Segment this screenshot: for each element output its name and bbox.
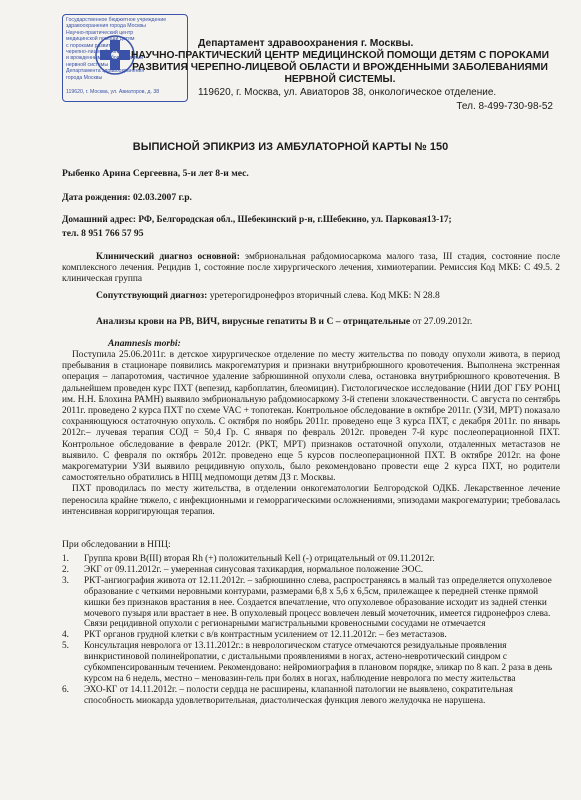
list-item xyxy=(62,685,560,707)
list-item-number: 1. xyxy=(62,554,69,564)
anamnesis-label: Anamnesis morbi: xyxy=(108,338,181,349)
exam-list xyxy=(62,554,560,707)
header-center-name: НАУЧНО-ПРАКТИЧЕСКИЙ ЦЕНТР МЕДИЦИНСКОЙ ПОМОЩИ ДЕТЯМ С ПОРОКАМИ РАЗВИТИЯ ЧЕРЕПНО-ЛИЦЕВОЙ ОБЛАСТИ И ВРОЖДЕННЫМИ ЗАБОЛЕВАНИЯМИ НЕРВНОЙ СИСТЕМЫ. xyxy=(131,50,549,85)
list-item-text: РКТ органов грудной клетки с в/в контрастным усилением от 12.11.2012г. – без метастазов. xyxy=(84,630,447,641)
concomitant-diagnosis-text: уретерогидронефроз вторичный слева. Код МКБ: N 28.8 xyxy=(207,290,440,301)
list-item xyxy=(62,630,560,641)
list-item-number: 2. xyxy=(62,564,69,575)
header-address: 119620, г. Москва, ул. Авиаторов 38, онкологическое отделение. xyxy=(198,87,497,98)
analyses-result xyxy=(96,316,472,327)
stamp-line: нервной системы xyxy=(66,61,109,68)
list-item-text: РКТ-ангиография живота от 12.11.2012г. – забрюшинно слева, распространяясь в малый таз определяется опухолевое образование с четкими неровными контурами, размерами 6,8 х 5,6 х 6,5см, прилежащее к передней стенке прямой кишки без признаков врастания в нее. Создается впечатление, что опухолевое образование исходит из задней стенки мочевого пузыря или врастает в нее. В опухолевый процесс вовлечен левый мочеточник, имеется гидронефроз слева. Связи рецидивной опухоли с регионарными магистральными кровеносными сосудами не отмечается xyxy=(84,575,552,630)
list-item-number: 6. xyxy=(62,684,69,695)
list-item-number: 5. xyxy=(62,641,69,652)
stamp-line: и врожденными заболеваниями xyxy=(66,55,144,62)
list-item-number: 3. xyxy=(62,575,69,586)
institution-stamp xyxy=(62,14,188,102)
patient-dob: Дата рождения: 02.03.2007 г.р. xyxy=(62,192,192,203)
list-item-text: ЭХО-КГ от 14.11.2012г. – полости сердца не расширены, клапанной патологии не выявлено, сократительная способность миокарда удовлетворительная, диастолическая функция левого желудочка не нарушена. xyxy=(84,684,513,706)
list-item xyxy=(62,554,560,565)
list-item-text: Группа крови В(III) вторая Rh (+) положительный Kell (-) отрицательный от 09.11.2012г. xyxy=(84,554,435,564)
stamp-line: города Москвы xyxy=(66,74,103,81)
anamnesis-text xyxy=(62,350,560,518)
stamp-line: здравоохранения города Москвы xyxy=(66,23,146,30)
stamp-line: медицинской помощи детям xyxy=(66,36,135,43)
clinical-diagnosis-text: эмбриональная рабдомиосаркома малого таза, III стадия, состояние после комплексного лечения. Рецидив 1, состояние после хирургического лечения, химиотерапии. Ремиссия Код МКБ: С 49.5. 2 клиническая группа xyxy=(62,252,560,285)
stamp-address: 119620, г. Москва, ул. Авиаторов, д. 38 xyxy=(66,89,160,95)
patient-phone: тел. 8 951 766 57 95 xyxy=(62,228,144,239)
stamp-line: Департамента здравоохранения xyxy=(66,68,145,75)
document-title: ВЫПИСНОЙ ЭПИКРИЗ ИЗ АМБУЛАТОРНОЙ КАРТЫ № 150 xyxy=(132,141,449,153)
patient-address: Домашний адрес: РФ, Белгородская обл., Шебекинский р-н, г.Шебекино, ул. Парковая13-17; xyxy=(62,215,452,225)
stamp-line: Научно-практический центр xyxy=(66,29,134,36)
header-department: Департамент здравоохранения г. Москвы. xyxy=(198,38,414,49)
list-item xyxy=(62,565,560,576)
list-item-text: ЭКГ от 09.11.2012г. – умеренная синусовая тахикардия, нормальное положение ЭОС. xyxy=(84,564,424,575)
analyses-label: Анализы крови на РВ, ВИЧ, вирусные гепатиты В и С – отрицательные xyxy=(96,316,411,327)
anamnesis-paragraph: ПХТ проводилась по месту жительства, в отделении онкогематологии Белгородской ОДКБ. Лекарственное лечение переносила крайне тяжело, с инфекционными и геморрагическими осложнениями, эпизодами макрогематурии; требовалась интенсивная корригирующая терапия. xyxy=(62,484,560,517)
exam-label: При обследовании в НПЦ: xyxy=(62,539,171,550)
clinical-diagnosis xyxy=(62,252,560,286)
stamp-line: Государственное бюджетное учреждение xyxy=(66,17,167,23)
concomitant-diagnosis xyxy=(96,290,440,301)
list-item xyxy=(62,576,560,631)
patient-name: Рыбенко Арина Сергеевна, 5-и лет 8-и мес. xyxy=(62,168,249,179)
list-item xyxy=(62,641,560,685)
anamnesis-paragraph: Поступила 25.06.2011г. в детское хирургическое отделение по месту жительства по поводу опухоли живота, в период пребывания в стационаре появились макрогематурия и признаки внутрибрюшного кровотечения. Выполнена экстренная операция – лапаротомия, частичное удаление забрюшинной опухоли слева, остановка внутрибрюшного кровотечения. В дальнейшем проведен курс ПХТ (вепезид, карбоплатин, блеомицин). Гистологическое исследование (НИИ ДОГ ГБУ РОНЦ им. Н.Н. Блохина РАМН) выявило эмбриональную рабдомиосаркому 3-й степени злокачественности. С августа по сентябрь 2011г. проведено 2 курса ПХТ по схеме VAC + топотекан. Контрольное обследование в октябре 2011г. (УЗИ, МРТ) показало сохраняющуюся остаточную опухоль. С октября по ноябрь 2011г. проведено еще 3 курса ПХТ, с декабря 2011г. по январь 2012г.– лучевая терапия СОД = 50,4 Гр. С января по февраль 2012г. проведен 7-й курс послеоперационной ПХТ. Контрольное обследование в феврале 2012г. (РКТ, МРТ) признаков остаточной опухоли, отдаленных метастазов не выявило. С февраля по октябрь 2012г. проведено еще 5 курсов послеоперационной ПХТ. В октябре 2012г. на фоне макрогематурии УЗИ выявило рецидивную опухоль, было рекомендовано провести еще 2 курса ПХТ, но родители самостоятельно обратились в НПЦ медпомощи детям ДЗ г. Москвы. xyxy=(62,350,560,484)
stamp-line: с пороками развития xyxy=(66,42,117,49)
list-item-number: 4. xyxy=(62,630,69,641)
analyses-date: от 27.09.2012г. xyxy=(410,316,473,327)
list-item-text: Консультация невролога от 13.11.2012г.: в неврологическом статусе отмечаются резидуальные проявления винкристиновой полинейропатии, с дистальными проявлениями в ногах, астено-невротический синдром с субкомпенсированным течением. Рекомендовано: нейромиография в плановом порядке, эликар по 8 кап. 2 раза в день курсом на 6 недель, местно – меновазин-гель при болях в ногах, наблюдение невролога по месту жительства xyxy=(84,641,553,684)
stamp-line: черепно-лицевой области xyxy=(66,49,129,56)
clinical-diagnosis-label: Клинический диагноз основной: xyxy=(96,252,240,262)
header-phone: Тел. 8-499-730-98-52 xyxy=(456,101,553,112)
concomitant-diagnosis-label: Сопутствующий диагноз: xyxy=(96,290,208,301)
